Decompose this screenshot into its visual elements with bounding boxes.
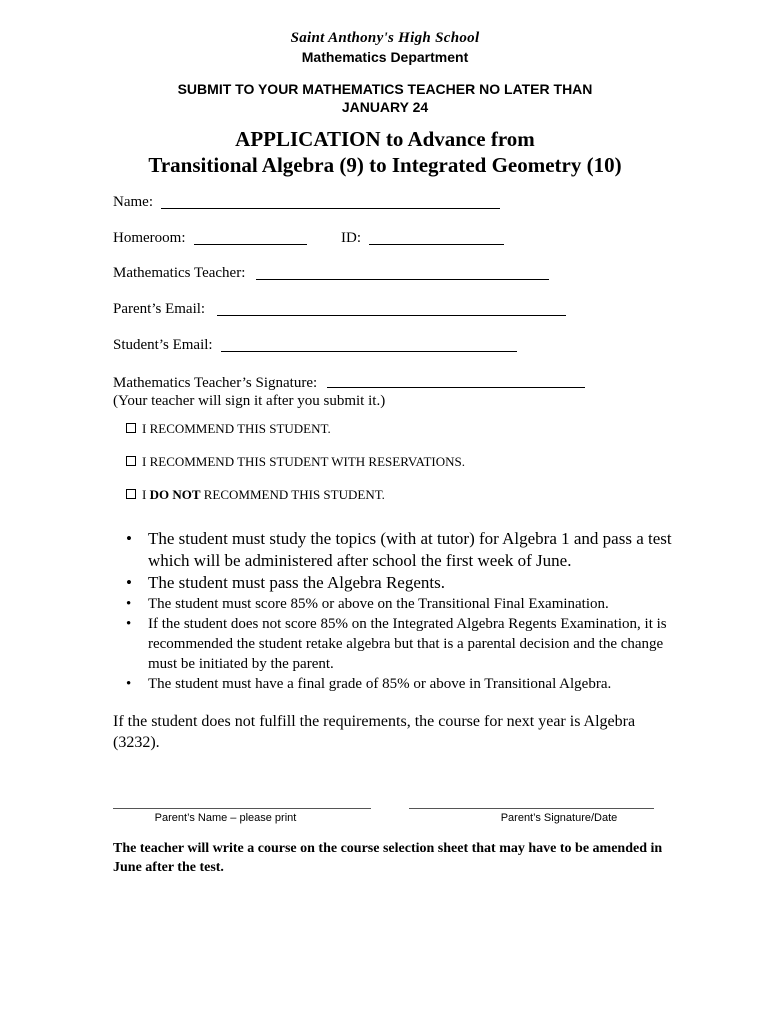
teacher-signature-label: Mathematics Teacher’s Signature: [113, 375, 318, 391]
checkbox-icon[interactable] [126, 489, 136, 499]
name-field[interactable] [161, 208, 500, 209]
submit-deadline-line1: SUBMIT TO YOUR MATHEMATICS TEACHER NO LATER THAN [177, 81, 593, 97]
parent-signature-field[interactable] [409, 808, 654, 809]
recommend-reservations-option[interactable] [126, 454, 465, 470]
parent-name-field[interactable] [113, 808, 371, 809]
teacher-signature-note: (Your teacher will sign it after you submit it.) [113, 393, 386, 409]
id-label: ID: [341, 230, 361, 246]
submit-deadline-line2: JANUARY 24 [341, 99, 429, 115]
recommend-option[interactable] [126, 421, 331, 437]
math-teacher-field[interactable] [256, 279, 549, 280]
checkbox-icon[interactable] [126, 456, 136, 466]
requirement-item: • The student must pass the Algebra Regents. [120, 572, 680, 594]
page-title [0, 126, 770, 178]
requirement-item: • The student must have a final grade of 85% or above in Transitional Algebra. [120, 674, 680, 694]
not-recommend-suffix: RECOMMEND THIS STUDENT. [200, 487, 385, 502]
math-teacher-label: Mathematics Teacher: [113, 265, 246, 281]
department-name: Mathematics Department [301, 49, 469, 65]
homeroom-field[interactable] [194, 244, 307, 245]
teacher-signature-field[interactable] [327, 387, 585, 388]
student-email-field[interactable] [221, 351, 517, 352]
school-name: Saint Anthony's High School [290, 30, 480, 46]
parent-email-label: Parent’s Email: [113, 301, 206, 317]
id-field[interactable] [369, 244, 504, 245]
requirement-item: • The student must score 85% or above on the Transitional Final Examination. [120, 594, 680, 614]
recommend-label: I RECOMMEND THIS STUDENT. [142, 421, 331, 436]
recommend-reservations-label: I RECOMMEND THIS STUDENT WITH RESERVATIONS. [142, 454, 466, 469]
page-title-line1: APPLICATION to Advance from [235, 127, 535, 151]
homeroom-label: Homeroom: [113, 230, 186, 246]
footer-note: The teacher will write a course on the course selection sheet that may have to be amended in June after the test. [113, 841, 663, 875]
checkbox-icon[interactable] [126, 423, 136, 433]
name-label: Name: [113, 194, 153, 210]
requirement-item: • If the student does not score 85% on the Integrated Algebra Regents Examination, it is recommended the student retake algebra but that is a parental decision and the change must be initiated by the parent. [120, 614, 680, 674]
not-recommend-option[interactable] [126, 487, 385, 503]
requirements-list [120, 528, 680, 694]
student-email-label: Student’s Email: [113, 337, 213, 353]
submit-deadline [0, 80, 770, 116]
parent-name-caption: Parent’s Name – please print [154, 812, 297, 824]
parent-signature-caption: Parent’s Signature/Date [500, 812, 618, 824]
parent-email-field[interactable] [217, 315, 566, 316]
not-recommend-prefix: I [142, 487, 150, 502]
requirement-item: • The student must study the topics (with at tutor) for Algebra 1 and pass a test which will be administered after school the first week of June. [120, 528, 680, 572]
fallback-note: If the student does not fulfill the requirements, the course for next year is Algebra (3232). [113, 713, 636, 751]
not-recommend-emphasis: DO NOT [149, 487, 201, 502]
page-title-line2: Transitional Algebra (9) to Integrated Geometry (10) [148, 153, 622, 177]
